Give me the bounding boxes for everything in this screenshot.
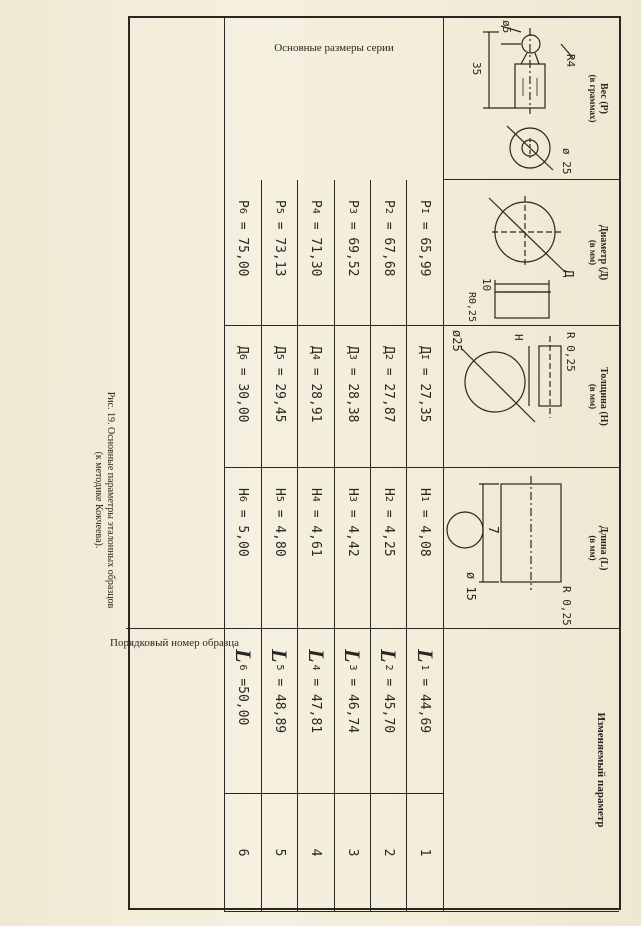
thickness-r: R 0,25 bbox=[564, 332, 577, 372]
row1-diameter: Д I = 27,35 bbox=[406, 326, 443, 468]
row2-index: 2 bbox=[370, 794, 406, 912]
header-thickness bbox=[443, 326, 619, 468]
row6-index: 6 bbox=[224, 794, 261, 912]
header-thickness-unit: (в мм) bbox=[588, 383, 598, 410]
row1-index: 1 bbox=[406, 794, 443, 912]
row6-diameter: Д 6 = 30,00 bbox=[224, 326, 261, 468]
caption-line-2: (к методике Кокчеева). bbox=[93, 451, 104, 549]
row1-weight: P I = 65,99 bbox=[406, 180, 443, 326]
row2-thickness: H 2 = 4,25 bbox=[370, 468, 406, 629]
header-thickness-title: Толщина (Н) bbox=[598, 367, 609, 426]
row4-diameter: Д 4 = 28,91 bbox=[297, 326, 334, 468]
row2-diameter: Д 2 = 27,87 bbox=[370, 326, 406, 468]
row1-length: L 1 = 44,69 bbox=[406, 629, 443, 794]
diameter-drawing bbox=[449, 180, 579, 326]
side-labels bbox=[224, 18, 443, 180]
row4-thickness: H 4 = 4,61 bbox=[297, 468, 334, 629]
row5-length: L 5 = 48,89 bbox=[261, 629, 297, 794]
header-diameter-title: Диаметр (Д) bbox=[598, 224, 609, 281]
row5-diameter: Д 5 = 29,45 bbox=[261, 326, 297, 468]
side-label-index-cell bbox=[110, 629, 240, 912]
weight-drawing bbox=[449, 18, 579, 178]
row6-weight: P 6 = 75,00 bbox=[224, 180, 261, 326]
row5-weight: P 5 = 73,13 bbox=[261, 180, 297, 326]
header-param bbox=[443, 629, 619, 912]
row3-index: 3 bbox=[334, 794, 370, 912]
header-diameter-unit: (в мм) bbox=[588, 239, 598, 266]
row2-weight: P 2 = 67,68 bbox=[370, 180, 406, 326]
caption-line-1: Рис. 19. Основные параметры эталонных образцов bbox=[105, 391, 116, 609]
length-d15: ø 15 bbox=[464, 572, 478, 601]
row6-thickness: H 6 = 5,00 bbox=[224, 468, 261, 629]
weight-r4: R4 bbox=[564, 54, 577, 68]
bottom-blank bbox=[126, 18, 224, 629]
header-weight-title: Вес (Р) bbox=[598, 83, 609, 114]
side-label-index: Порядковый номер образца bbox=[110, 637, 240, 649]
thickness-h: H bbox=[512, 334, 525, 341]
thickness-d25: ø25 bbox=[450, 330, 464, 352]
row3-length: L 3 = 46,74 bbox=[334, 629, 370, 794]
row3-thickness: H 3 = 4,42 bbox=[334, 468, 370, 629]
header-length-title: Длина (L) bbox=[598, 525, 609, 571]
row2-length: L 2 = 45,70 bbox=[370, 629, 406, 794]
length-r: R 0,25 bbox=[560, 586, 573, 626]
weight-d25: ø 25 bbox=[560, 148, 573, 175]
row5-thickness: H 5 = 4,80 bbox=[261, 468, 297, 629]
row6-length: L 6 =50,00 bbox=[224, 629, 261, 794]
header-weight-unit: (в граммах) bbox=[588, 74, 598, 123]
row3-diameter: Д 3 = 28,38 bbox=[334, 326, 370, 468]
diameter-d: Д bbox=[562, 270, 576, 278]
header-weight bbox=[443, 18, 619, 180]
header-length-unit: (в мм) bbox=[588, 535, 598, 561]
diameter-10: 10 bbox=[480, 278, 493, 292]
row4-length: L 4 = 47,81 bbox=[297, 629, 334, 794]
diameter-r: R0,25 bbox=[466, 292, 477, 323]
weight-d5: ø5 bbox=[500, 20, 513, 34]
header-diameter bbox=[443, 180, 619, 326]
weight-35: 35 bbox=[470, 62, 483, 76]
side-label-sizes: Основные размеры серии bbox=[274, 42, 394, 54]
row1-thickness: H 1 = 4,08 bbox=[406, 468, 443, 629]
row5-index: 5 bbox=[261, 794, 297, 912]
header-length bbox=[443, 468, 619, 629]
length-7: 7 bbox=[485, 526, 500, 534]
thickness-drawing bbox=[449, 326, 579, 468]
row3-weight: P 3 = 69,52 bbox=[334, 180, 370, 326]
param-header: Изменяемый параметр bbox=[595, 712, 607, 828]
row4-index: 4 bbox=[297, 794, 334, 912]
figure-caption bbox=[92, 350, 116, 650]
length-drawing bbox=[449, 468, 579, 629]
row4-weight: P 4 = 71,30 bbox=[297, 180, 334, 326]
